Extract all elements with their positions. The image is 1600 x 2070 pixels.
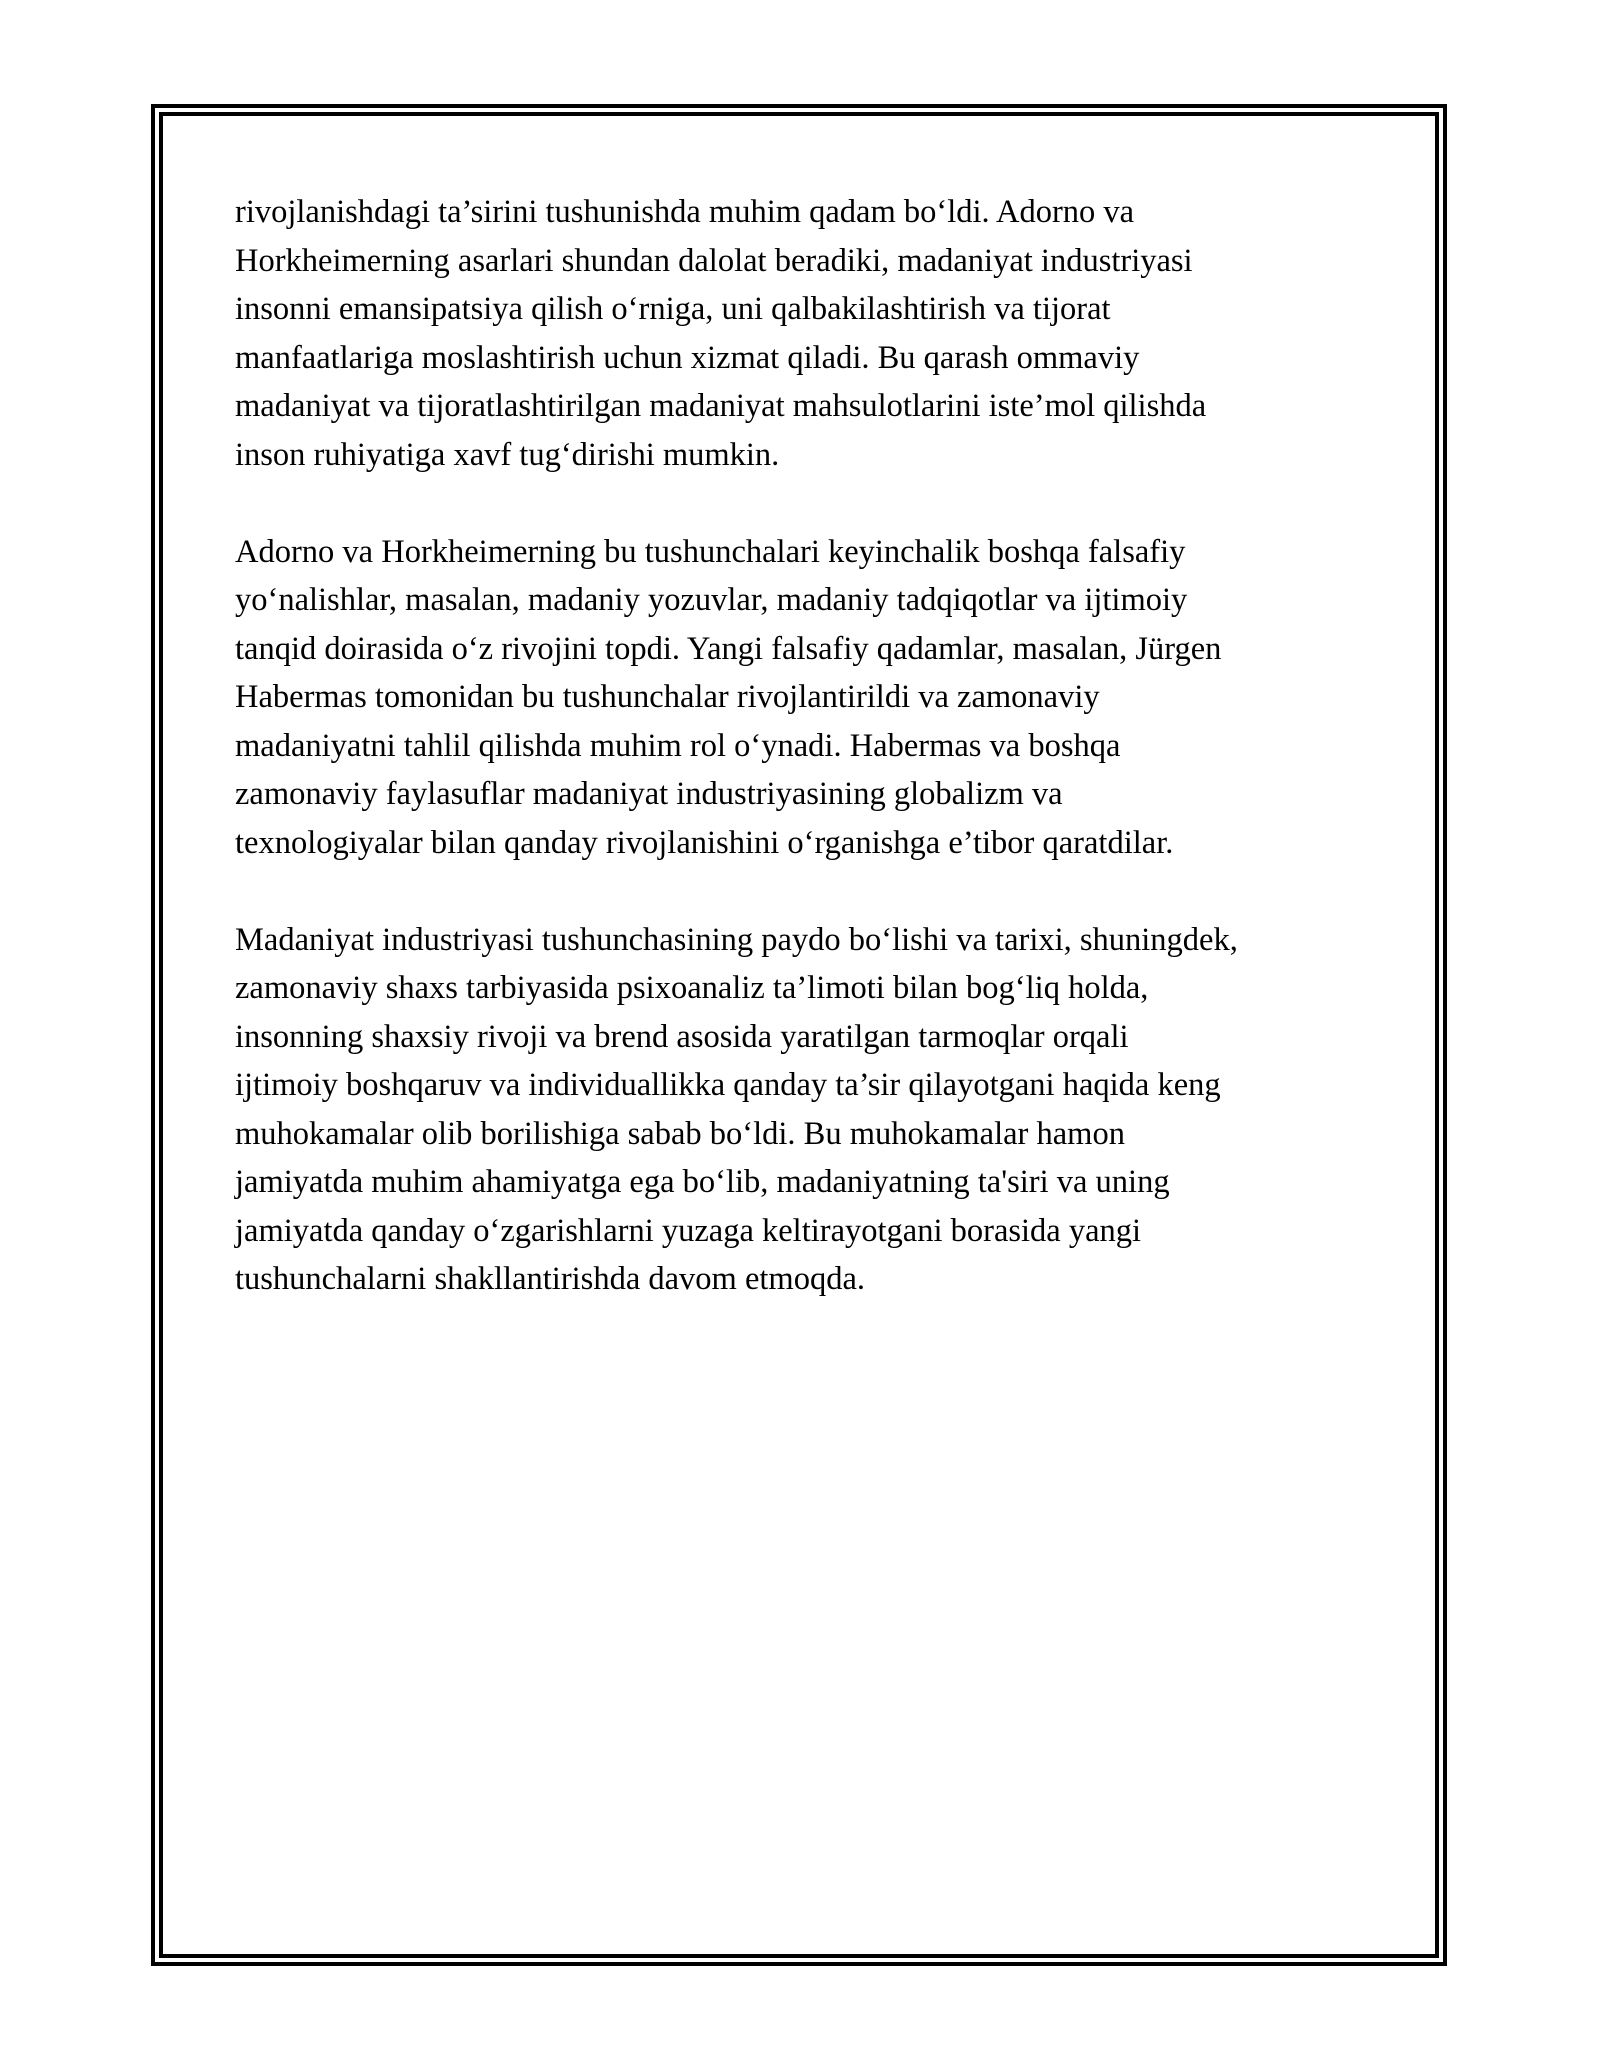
text-line: Madaniyat industriyasi tushunchasining paydo bo‘lishi va tarixi, shuningdek, <box>235 921 1238 958</box>
text-line: zamonaviy shaxs tarbiyasida psixoanaliz ta’limoti bilan bog‘liq holda, <box>235 970 1149 1006</box>
text-line: Horkheimerning asarlari shundan dalolat beradiki, madaniyat industriyasi <box>235 242 1193 279</box>
text-line: jamiyatda muhim ahamiyatga ega bo‘lib, madaniyatning ta'siri va uning <box>235 1164 1170 1200</box>
text-line: manfaatlariga moslashtirish uchun xizmat qiladi. Bu qarash ommaviy <box>235 339 1140 376</box>
text-line: tanqid doirasida o‘z rivojini topdi. Yangi falsafiy qadamlar, masalan, Jürgen <box>235 630 1222 667</box>
text-line: insonning shaxsiy rivoji va brend asosida yaratilgan tarmoqlar orqali <box>235 1018 1129 1055</box>
paragraph-3 <box>235 916 1395 1304</box>
text-line: zamonaviy faylasuflar madaniyat industriyasining globalizm va <box>235 776 1063 812</box>
document-body <box>235 188 1395 1352</box>
text-line: inson ruhiyatiga xavf tug‘dirishi mumkin. <box>235 436 780 473</box>
text-line: texnologiyalar bilan qanday rivojlanishini o‘rganishga e’tibor qaratdilar. <box>235 824 1174 861</box>
text-line: Adorno va Horkheimerning bu tushunchalari keyinchalik boshqa falsafiy <box>235 533 1186 570</box>
paragraph-2 <box>235 528 1395 868</box>
text-line: ijtimoiy boshqaruv va individuallikka qanday ta’sir qilayotgani haqida keng <box>235 1067 1221 1103</box>
text-line: rivojlanishdagi ta’sirini tushunishda muhim qadam bo‘ldi. Adorno va <box>235 194 1135 230</box>
text-line: madaniyat va tijoratlashtirilgan madaniyat mahsulotlarini iste’mol qilishda <box>235 388 1207 424</box>
text-line: madaniyatni tahlil qilishda muhim rol o‘ynadi. Habermas va boshqa <box>235 727 1121 764</box>
paragraph-1 <box>235 188 1395 479</box>
text-line: Habermas tomonidan bu tushunchalar rivojlantirildi va zamonaviy <box>235 679 1100 715</box>
text-line: insonni emansipatsiya qilish o‘rniga, uni qalbakilashtirish va tijorat <box>235 291 1111 327</box>
text-line: yo‘nalishlar, masalan, madaniy yozuvlar, madaniy tadqiqotlar va ijtimoiy <box>235 582 1188 618</box>
text-line: tushunchalarni shakllantirishda davom etmoqda. <box>235 1261 865 1297</box>
text-line: muhokamalar olib borilishiga sabab bo‘ldi. Bu muhokamalar hamon <box>235 1115 1125 1152</box>
text-line: jamiyatda qanday o‘zgarishlarni yuzaga keltirayotgani borasida yangi <box>235 1212 1142 1249</box>
